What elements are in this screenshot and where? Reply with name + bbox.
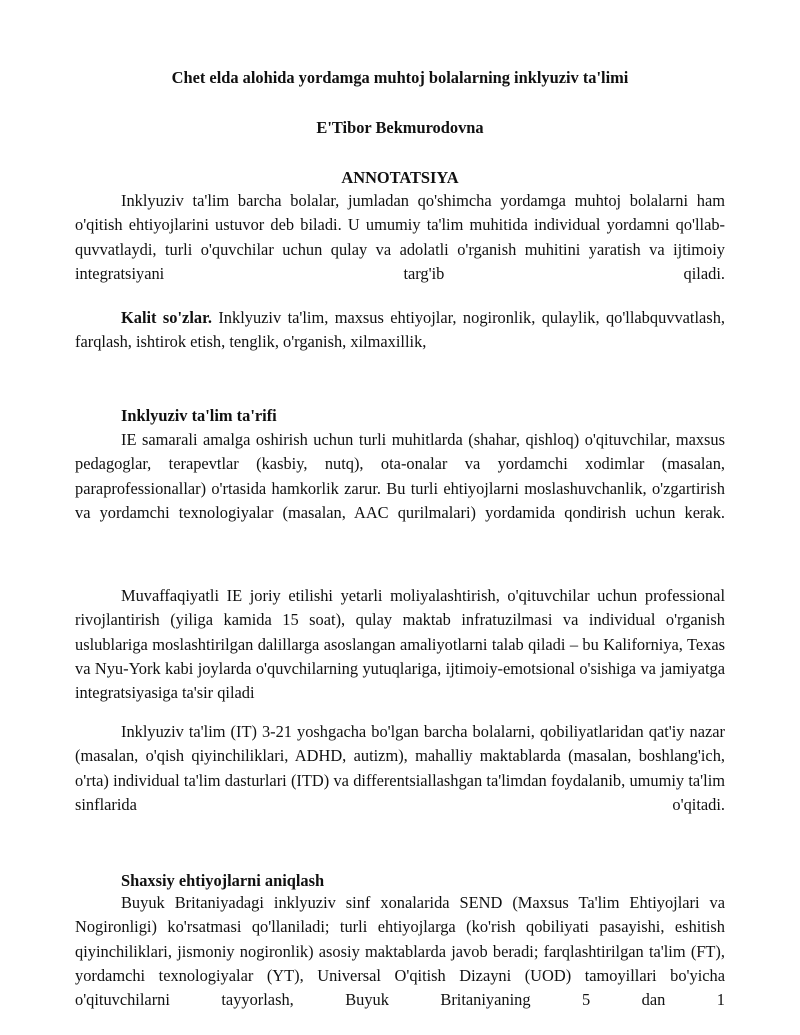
keywords-label: Kalit so'zlar. [121, 308, 212, 327]
annotation-heading: ANNOTATSIYA [341, 168, 459, 187]
paragraph-collaboration: IE samarali amalga oshirish uchun turli muhitlarda (shahar, qishloq) o'qituvchilar, maxsus pedagoglar, terapevtlar (kasbiy, nutq), ota-onalar va yordamchi xodimlar (masalan, paraprofessionallar) o'rtasida hamkorlik zarur. Bu turli ehtiyojlarni moslashuvchanlik, o'zgartirish va yordamchi texnologiyalar (masalan, AAC qurilmalari) yordamida qondirish uchun kerak. [75, 430, 725, 522]
document-title: Chet elda alohida yordamga muhtoj bolalarning inklyuziv ta'limi [171, 68, 629, 87]
keywords-text: Inklyuziv ta'lim, maxsus ehtiyojlar, nogironlik, qulaylik, qo'llabquvvatlash, farqlash, ishtirok etish, tenglik, o'rganish, xilmaxillik, [75, 308, 725, 352]
paragraph-implementation: Muvaffaqiyatli IE joriy etilishi yetarli moliyalashtirish, o'qituvchilar uchun professional rivojlantirish (yiliga kamida 15 soat), qulay maktab infratuzilmasi va individual o'rganish uslublariga moslashtirilgan dalillarga asoslangan amaliyotlarni talab qiladi – bu Kaliforniya, Texas va Nyu-York kabi joylarda o'quvchilarning yutuqlariga, ijtimoiy-emotsional o'sishiga va jamiyatga integratsiyasiga ta'sir qiladi [75, 586, 725, 703]
author-name: E'Tibor Bekmurodovna [316, 118, 484, 137]
annotation-paragraph: Inklyuziv ta'lim barcha bolalar, jumladan qo'shimcha yordamga muhtoj bolalarni ham o'qitish ehtiyojlarini ustuvor deb biladi. U umumiy ta'lim muhitida individual yordamni qo'llab-quvvatlaydi, turli o'quvchilar uchun qulay va adolatli o'rganish muhitini yaratish va ijtimoiy integratsiyani targ'ib qiladi. [75, 191, 725, 283]
paragraph-age-range: Inklyuziv ta'lim (IT) 3-21 yoshgacha bo'lgan barcha bolalarni, qobiliyatlaridan qat'iy nazar (masalan, o'qish qiyinchiliklari, ADHD, autizm), mahalliy maktablarda (masalan, boshlang'ich, o'rta) individual ta'lim dasturlari (ITD) va differentsiallashgan ta'limdan foydalanib, umumiy ta'lim sinflarida o'qitadi. [75, 722, 725, 814]
section-heading-needs: Shaxsiy ehtiyojlarni aniqlash [121, 871, 325, 890]
paragraph-uk-send: Buyuk Britaniyadagi inklyuziv sinf xonalarida SEND (Maxsus Ta'lim Ehtiyojlari va Nogironligi) ko'rsatmasi qo'llaniladi; turli ehtiyojlarga (ko'rish qobiliyati pasayishi, eshitish qiyinchiliklari, jismoniy nogironlik) asosiy maktablarda javob beradi; farqlashtirilgan ta'lim (FT), yordamchi texnologiyalar (YT), Universal O'qitish Dizayni (UOD) tamoyillari bo'yicha o'qituvchilarni tayyorlash, Buyuk Britaniyaning 5 dan 1 [75, 893, 725, 1010]
keywords-paragraph [75, 306, 725, 355]
section-heading-definition: Inklyuziv ta'lim ta'rifi [121, 406, 277, 425]
